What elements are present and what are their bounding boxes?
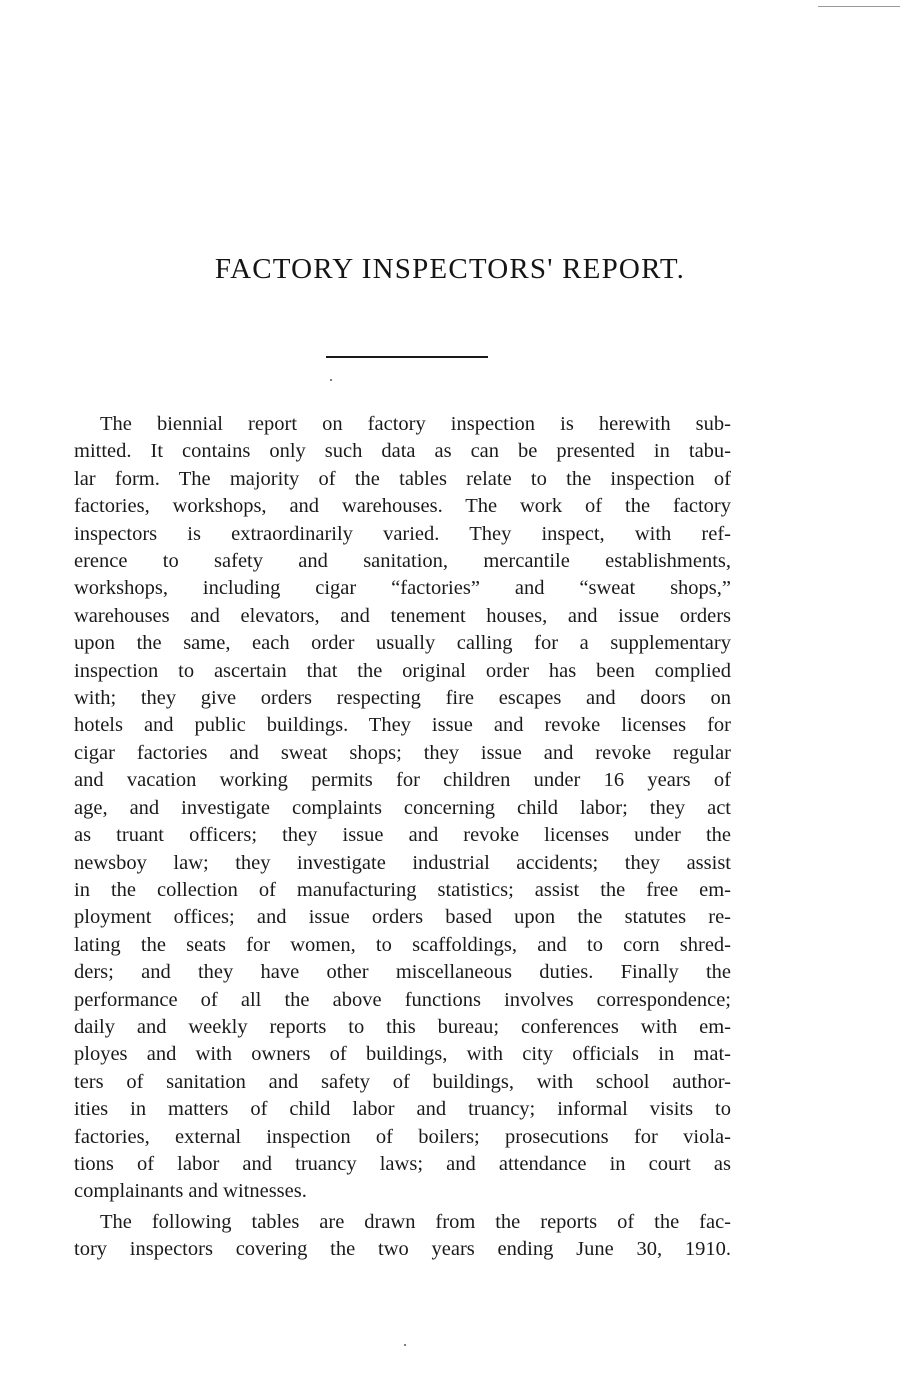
text-line: upon the same, each order usually calling for a supplementary: [74, 632, 731, 655]
text-line: ities in matters of child labor and truancy; informal visits to: [74, 1098, 731, 1121]
text-line: with; they give orders respecting fire escapes and doors on: [74, 687, 731, 710]
text-line: as truant officers; they issue and revoke licenses under the: [74, 824, 731, 847]
text-line: warehouses and elevators, and tenement houses, and issue orders: [74, 604, 731, 627]
print-speck: [404, 1344, 406, 1346]
paragraph-2: [74, 1209, 731, 1264]
text-line: daily and weekly reports to this bureau; conferences with em-: [74, 1015, 731, 1038]
text-line: performance of all the above functions involves correspondence;: [74, 988, 731, 1011]
text-line: factories, external inspection of boilers; prosecutions for viola-: [74, 1125, 731, 1148]
paragraph-1: [74, 411, 731, 1206]
text-line: inspection to ascertain that the original order has been complied: [74, 659, 731, 682]
text-line: ployes and with owners of buildings, with city officials in mat-: [74, 1043, 731, 1066]
text-line: ters of sanitation and safety of buildings, with school author-: [74, 1070, 731, 1093]
text-line: age, and investigate complaints concerning child labor; they act: [74, 796, 731, 819]
text-line: and vacation working permits for children under 16 years of: [74, 769, 731, 792]
text-line: erence to safety and sanitation, mercantile establishments,: [74, 550, 731, 573]
body-text: [74, 411, 731, 1264]
text-line: lating the seats for women, to scaffoldings, and to corn shred-: [74, 933, 731, 956]
text-line: The biennial report on factory inspection is herewith sub-: [100, 413, 731, 435]
text-line: complainants and witnesses.: [74, 1180, 307, 1203]
corner-rule: [818, 6, 900, 7]
text-line: tory inspectors covering the two years ending June 30, 1910.: [74, 1238, 731, 1261]
text-line: ders; and they have other miscellaneous duties. Finally the: [74, 961, 731, 984]
text-line: cigar factories and sweat shops; they issue and revoke regular: [74, 741, 731, 764]
text-line: newsboy law; they investigate industrial accidents; they assist: [74, 851, 731, 874]
text-line: lar form. The majority of the tables relate to the inspection of: [74, 467, 731, 490]
text-line: mitted. It contains only such data as can be presented in tabu-: [74, 440, 731, 463]
text-line: ployment offices; and issue orders based upon the statutes re-: [74, 906, 731, 929]
text-line: workshops, including cigar “factories” and “sweat shops,”: [74, 577, 731, 600]
text-line: tions of labor and truancy laws; and attendance in court as: [74, 1152, 731, 1175]
title-divider: [326, 356, 488, 358]
text-line: hotels and public buildings. They issue and revoke licenses for: [74, 714, 731, 737]
print-speck: [330, 379, 332, 381]
text-line: inspectors is extraordinarily varied. They inspect, with ref-: [74, 522, 731, 545]
text-line: in the collection of manufacturing statistics; assist the free em-: [74, 878, 731, 901]
text-line: The following tables are drawn from the reports of the fac-: [100, 1210, 731, 1233]
text-line: factories, workshops, and warehouses. The work of the factory: [74, 495, 731, 518]
page-title: FACTORY INSPECTORS' REPORT.: [214, 253, 686, 285]
